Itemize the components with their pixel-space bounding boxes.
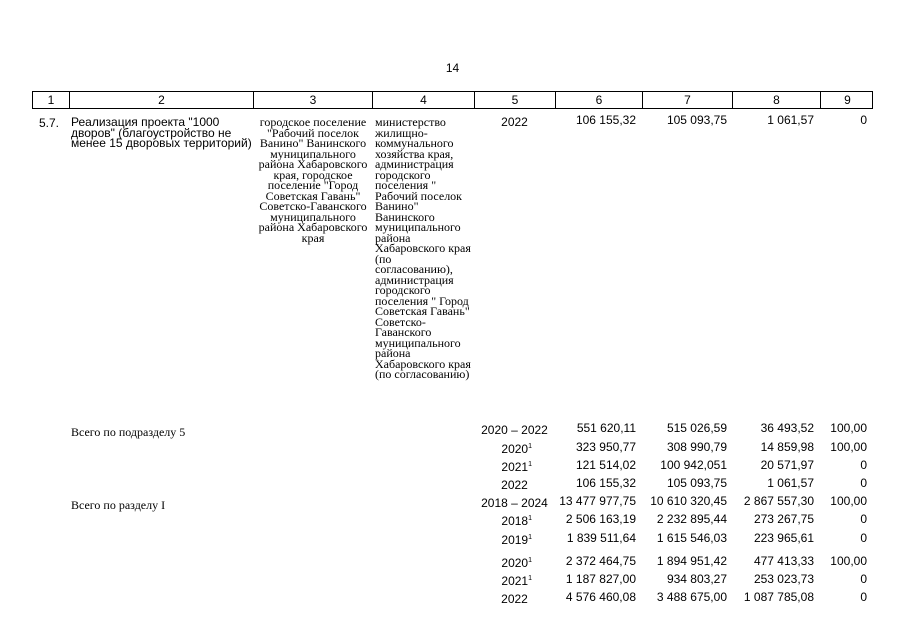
section-total-row-year: 2022 — [501, 592, 528, 606]
subtotal-5-label: Всего по подразделу 5 — [71, 425, 186, 439]
section-total-row-c8-value: 273 267,75 — [753, 512, 814, 526]
section-total-row-c7-value: 1 615 546,03 — [656, 531, 727, 545]
column-number-header — [32, 91, 873, 109]
subtotal-5-row-c9-value: 0 — [860, 476, 867, 490]
row-col6-value: 106 155,32 — [575, 113, 636, 127]
section-total-row-c7-value: 1 894 951,42 — [656, 554, 727, 568]
header-col-7: 7 — [643, 92, 733, 108]
header-col-3: 3 — [254, 92, 373, 108]
header-col-8: 8 — [733, 92, 821, 108]
section-total-row-year: 2020$^1$ — [501, 556, 532, 570]
section-total-row-c7-value: 2 232 895,44 — [656, 512, 727, 526]
subtotal-5-row-c7-value: 100 942,051 — [660, 458, 727, 472]
row-project-name: Реализация проекта "1000 дворов" (благоустройство не менее 15 дворовых территорий) — [71, 115, 252, 150]
subtotal-5-row-year: 2020$^1$ — [501, 442, 532, 456]
section-total-row-c9-value: 0 — [860, 590, 867, 604]
row-participants-municipal: городское поселение "Рабочий поселок Ванино" Ванинского муниципального района Хабаровского края, городское поселение "Город Советская Гавань" Советско-Гаванского муниципального района Хабаровского края — [258, 115, 368, 245]
section-total-row-c8-value: 223 965,61 — [753, 531, 814, 545]
section-total-row-c6-value: 4 576 460,08 — [565, 590, 636, 604]
section-total-row-c7-value: 934 803,27 — [666, 572, 727, 586]
subtotal-5-row-c8-value: 36 493,52 — [760, 421, 814, 435]
section-total-row-c6-value: 13 477 977,75 — [559, 494, 636, 508]
section-total-row-year: 2021$^1$ — [501, 574, 532, 588]
subtotal-5-row-c7-value: 308 990,79 — [666, 440, 727, 454]
header-col-2: 2 — [70, 92, 254, 108]
subtotal-5-row-year: 2022 — [501, 478, 528, 492]
page-number: 14 — [445, 61, 460, 75]
section-total-row-year: 2018 – 2024 — [481, 496, 548, 510]
subtotal-5-row-c9-value: 100,00 — [830, 421, 867, 435]
section-total-row-c8-value: 477 413,33 — [753, 554, 814, 568]
section-total-row-c8-value: 1 087 785,08 — [743, 590, 814, 604]
subtotal-5-row-year: 2020 – 2022 — [481, 423, 548, 437]
footnote-marker: 1 — [528, 515, 532, 522]
subtotal-5-row-c6-value: 323 950,77 — [575, 440, 636, 454]
section-total-row-c9-value: 0 — [860, 531, 867, 545]
section-total-row-c9-value: 100,00 — [830, 554, 867, 568]
subtotal-5-row-c6-value: 106 155,32 — [575, 476, 636, 490]
header-col-1: 1 — [33, 92, 70, 108]
header-col-4: 4 — [373, 92, 475, 108]
row-col7-value: 105 093,75 — [666, 113, 727, 127]
row-year: 2022 — [501, 115, 528, 129]
header-col-5: 5 — [475, 92, 556, 108]
header-col-6: 6 — [556, 92, 643, 108]
subtotal-5-row-c8-value: 14 859,98 — [760, 440, 814, 454]
subtotal-5-row-c9-value: 0 — [860, 458, 867, 472]
footnote-marker: 1 — [528, 534, 532, 541]
subtotal-5-row-c9-value: 100,00 — [830, 440, 867, 454]
footnote-marker: 1 — [528, 557, 532, 564]
subtotal-5-row-c8-value: 1 061,57 — [767, 476, 814, 490]
footnote-marker: 1 — [528, 443, 532, 450]
section-total-label: Всего по разделу I — [71, 498, 166, 512]
subtotal-5-row-c7-value: 105 093,75 — [666, 476, 727, 490]
section-total-row-c7-value: 10 610 320,45 — [650, 494, 727, 508]
subtotal-5-row-c7-value: 515 026,59 — [666, 421, 727, 435]
section-total-row-c8-value: 2 867 557,30 — [743, 494, 814, 508]
section-total-row-c8-value: 253 023,73 — [753, 572, 814, 586]
section-total-row-c6-value: 1 839 511,64 — [566, 531, 636, 545]
section-total-row-c6-value: 2 372 464,75 — [565, 554, 636, 568]
subtotal-5-row-c6-value: 551 620,11 — [576, 421, 636, 435]
section-total-row-c7-value: 3 488 675,00 — [656, 590, 727, 604]
section-total-row-year: 2019$^1$ — [501, 533, 532, 547]
header-col-9: 9 — [844, 93, 851, 107]
section-total-row-c6-value: 1 187 827,00 — [565, 572, 636, 586]
footnote-marker: 1 — [528, 575, 532, 582]
subtotal-5-row-year: 2021$^1$ — [501, 460, 532, 474]
row-col8-value: 1 061,57 — [767, 113, 814, 127]
row-participants-executive: министерство жилищно-коммунального хозяйства края, администрация городского поселения " Рабочий поселок Ванино" Ванинского муниципального района Хабаровского края (по согласованию), администрация городского поселения " Город Советская Гавань" Советско-Гаванского муниципального района Хабаровского края (по согласованию) — [375, 115, 471, 381]
subtotal-5-row-c8-value: 20 571,97 — [760, 458, 814, 472]
subtotal-5-row-c6-value: 121 514,02 — [575, 458, 636, 472]
footnote-marker: 1 — [528, 461, 532, 468]
section-total-row-c6-value: 2 506 163,19 — [565, 512, 636, 526]
row-col9-value: 0 — [860, 113, 867, 127]
section-total-row-year: 2018$^1$ — [501, 514, 532, 528]
section-total-row-c9-value: 0 — [860, 572, 867, 586]
section-total-row-c9-value: 0 — [860, 512, 867, 526]
section-total-row-c9-value: 100,00 — [830, 494, 867, 508]
row-index: 5.7. — [39, 116, 60, 130]
